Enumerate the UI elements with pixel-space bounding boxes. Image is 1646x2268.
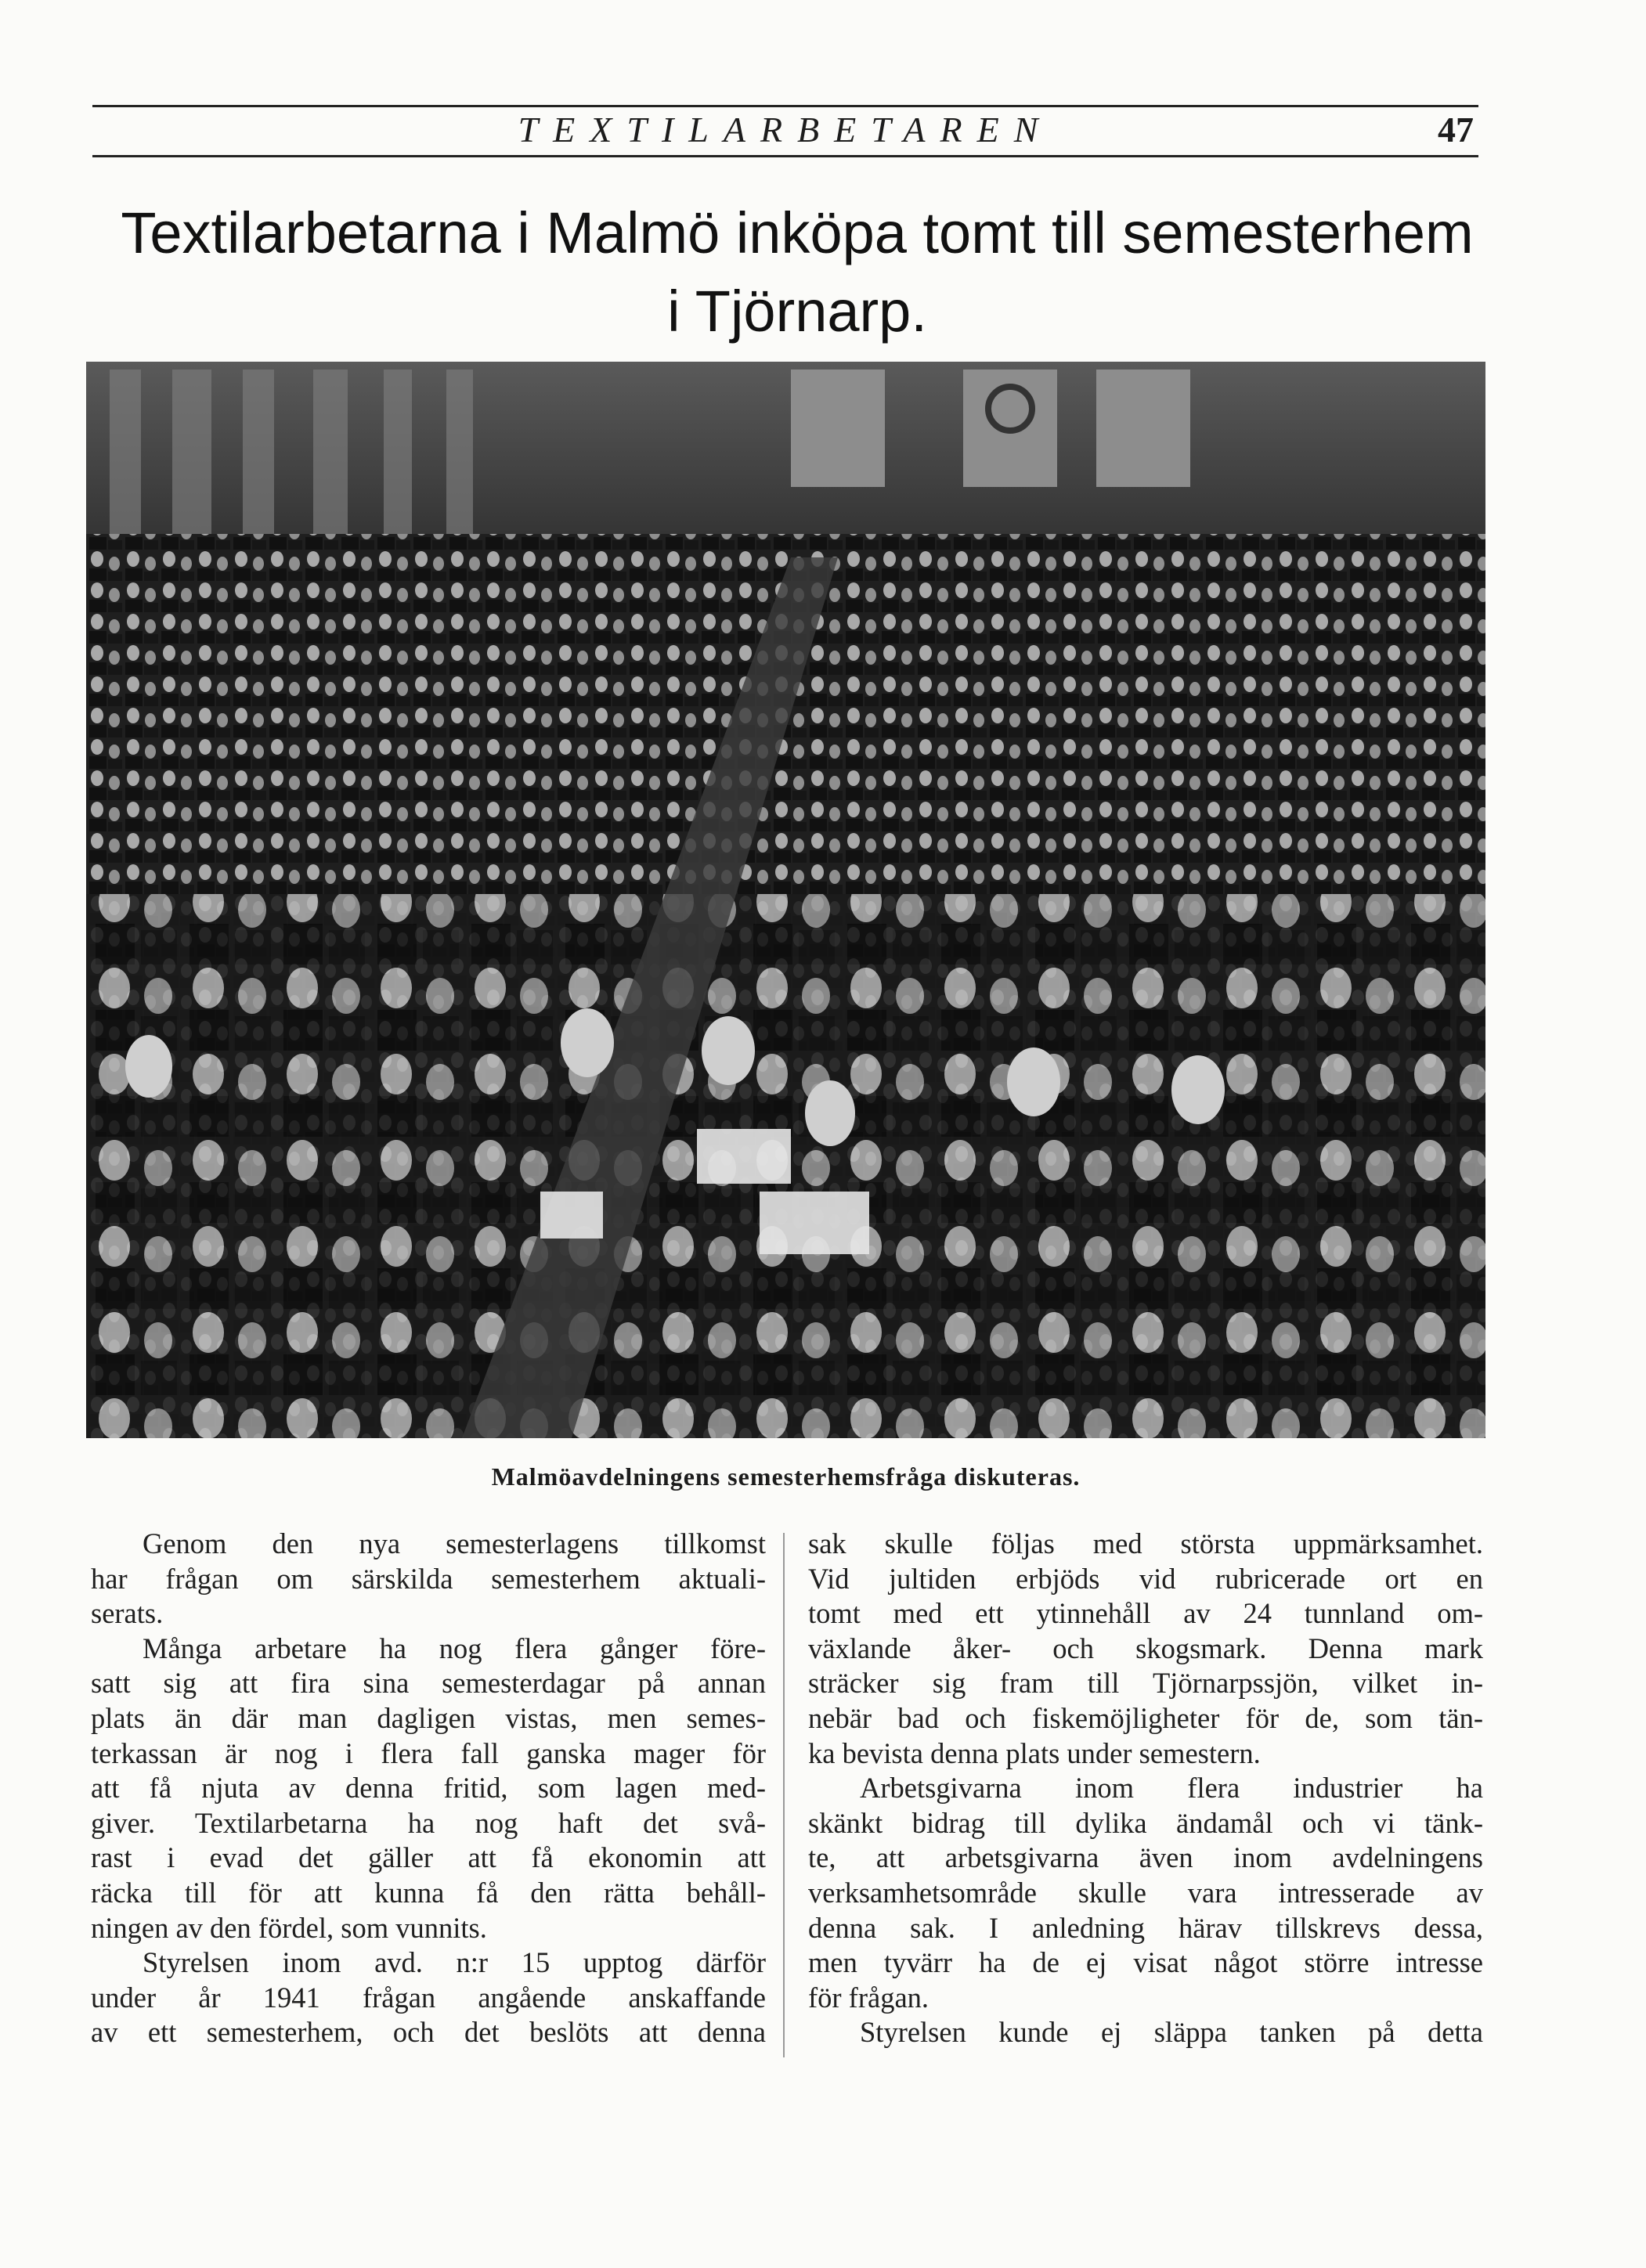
article-column-right	[808, 1527, 1483, 2050]
column-divider	[783, 1533, 785, 2057]
headline-line-1: Textilarbetarna i Malmö inköpa tomt till semesterhem	[121, 200, 1474, 265]
article-line: giver. Textilarbetarna ha nog haft det svå-	[91, 1806, 766, 1839]
article-line: men tyvärr ha de ej visat något större intresse	[808, 1946, 1483, 1979]
article-line: Många arbetare ha nog flera gånger före-	[143, 1632, 766, 1664]
meeting-hall-photo	[86, 362, 1485, 1438]
article-line: terkassan är nog i flera fall ganska mager för	[91, 1736, 766, 1769]
article-line: sak skulle följas med största uppmärksamhet.	[808, 1527, 1483, 1559]
article-line: rast i evad det gäller att få ekonomin att	[91, 1841, 766, 1874]
headline-line-2: i Tjörnarp.	[667, 279, 927, 344]
article-column-left	[91, 1527, 766, 2050]
article-line: serats.	[91, 1597, 164, 1630]
article-line: nebär bad och fiskemöjligheter för de, som tän-	[808, 1701, 1483, 1734]
article-line: sträcker sig fram till Tjörnarpssjön, vilket in-	[808, 1667, 1483, 1700]
article-line: Genom den nya semesterlagens tillkomst	[143, 1527, 766, 1559]
article-line: räcka till för att kunna få den rätta behåll-	[91, 1876, 766, 1909]
article-line: skänkt bidrag till dylika ändamål och vi tänk-	[808, 1806, 1483, 1839]
article-line: tomt med ett ytinnehåll av 24 tunnland om-	[808, 1597, 1483, 1630]
header-rule-top	[92, 105, 1478, 107]
article-line: ningen av den fördel, som vunnits.	[91, 1911, 487, 1944]
article-line: har frågan om särskilda semesterhem aktuali-	[91, 1562, 766, 1595]
header-rule-bottom	[92, 155, 1478, 157]
photo-caption: Malmöavdelningens semesterhemsfråga diskuteras.	[491, 1462, 1081, 1491]
article-line: Styrelsen inom avd. n:r 15 upptog därför	[143, 1946, 766, 1979]
article-line: av ett semesterhem, och det beslöts att denna	[91, 2016, 766, 2049]
article-line: satt sig att fira sina semesterdagar på annan	[91, 1667, 766, 1700]
article-line: ka bevista denna plats under semestern.	[808, 1736, 1261, 1769]
running-title: TEXTILARBETAREN	[518, 110, 1053, 150]
meeting-hall-photo-icon	[86, 362, 1485, 1438]
article-line: Styrelsen kunde ej släppa tanken på detta	[860, 2016, 1483, 2049]
article-line: växlande åker- och skogsmark. Denna mark	[808, 1632, 1483, 1664]
article-line: verksamhetsområde skulle vara intresserade av	[808, 1876, 1483, 1909]
article-line: Vid jultiden erbjöds vid rubricerade ort en	[808, 1562, 1483, 1595]
article-line: att få njuta av denna fritid, som lagen med-	[91, 1772, 766, 1805]
page-number: 47	[1438, 110, 1474, 150]
article-line: för frågan.	[808, 1981, 929, 2014]
article-headline	[92, 194, 1502, 351]
article-line: denna sak. I anledning härav tillskrevs dessa,	[808, 1911, 1483, 1944]
article-line: Arbetsgivarna inom flera industrier ha	[860, 1772, 1483, 1805]
article-line: plats än där man dagligen vistas, men semes-	[91, 1701, 766, 1734]
article-line: te, att arbetsgivarna även inom avdelningens	[808, 1841, 1483, 1874]
article-line: under år 1941 frågan angående anskaffande	[91, 1981, 766, 2014]
